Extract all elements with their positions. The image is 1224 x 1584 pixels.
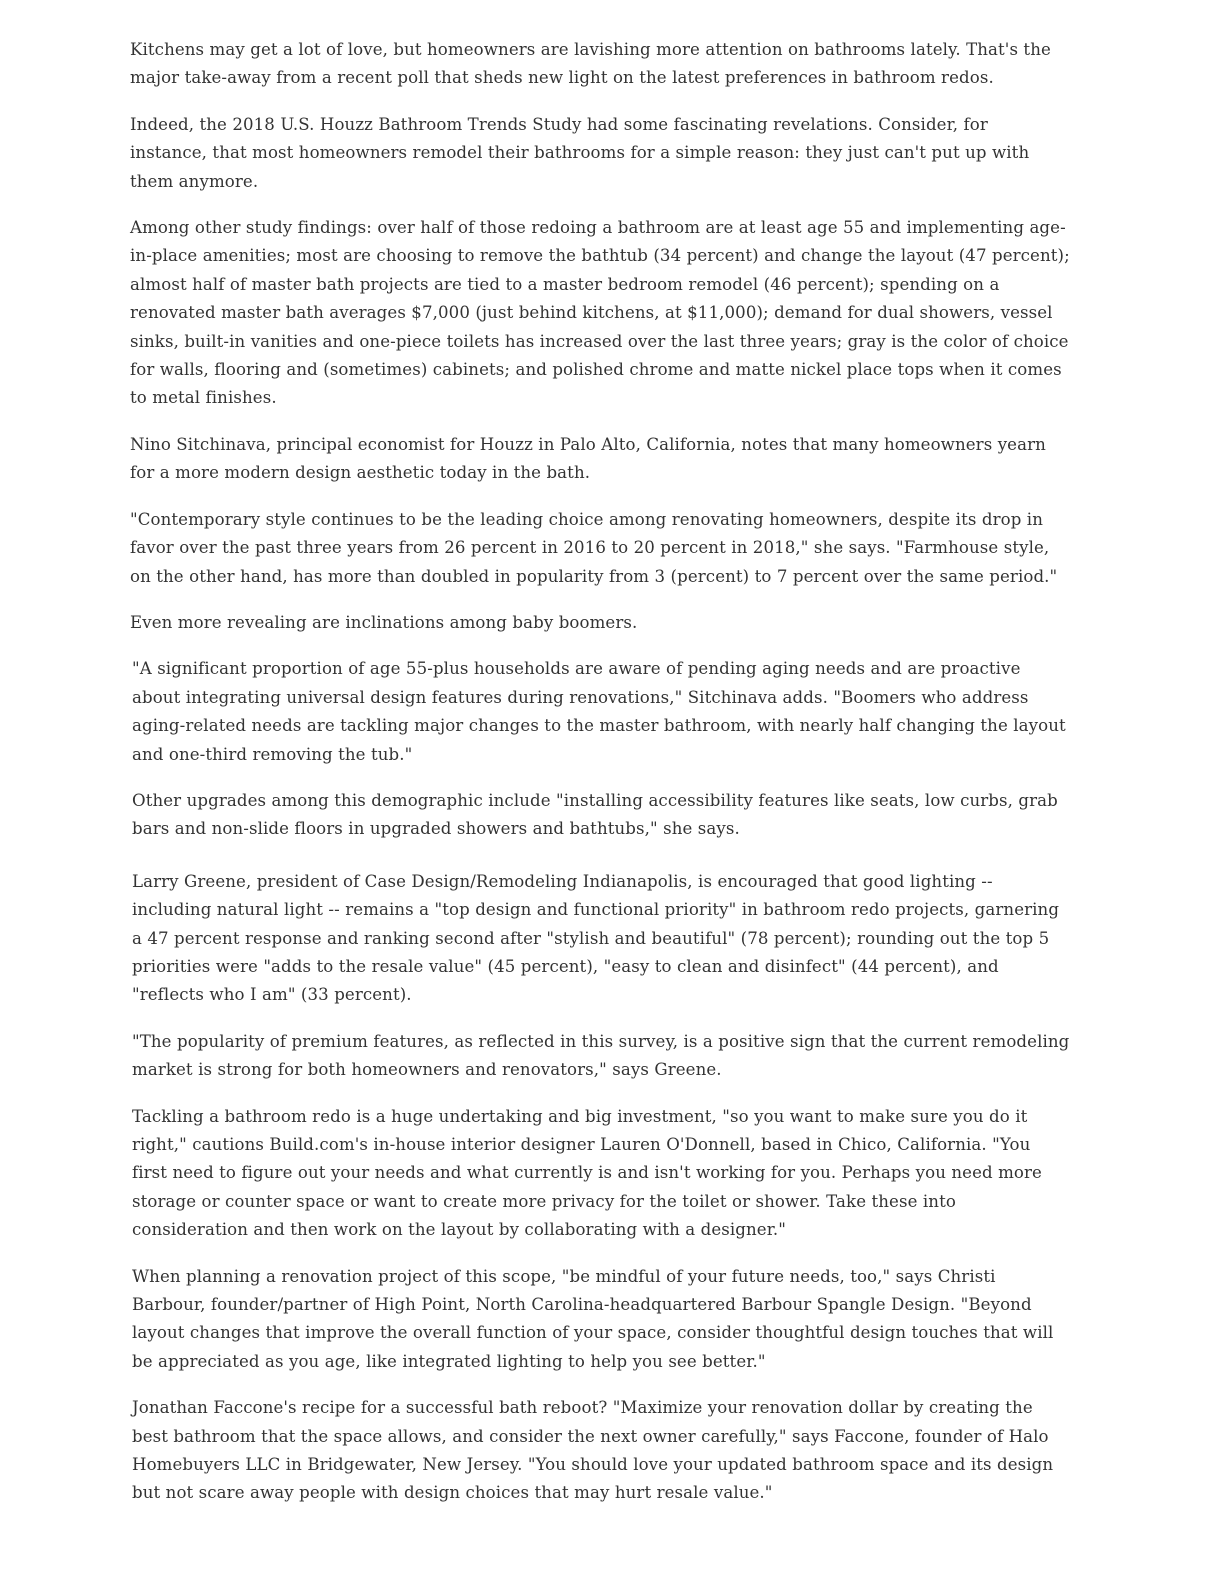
article-paragraph: "The popularity of premium features, as reflected in this survey, is a positive sign that the current remodeling market is strong for both homeowners and renovators," says Greene. <box>132 1031 1070 1080</box>
article-paragraph: "A significant proportion of age 55-plus households are aware of pending aging needs and are proactive about integrating universal design features during renovations," Sitchinava adds. "Boomers who address aging-related needs are tackling major changes to the master bathroom, with nearly half changing the layout and one-third removing the tub." <box>132 659 1066 764</box>
article-paragraph: Nino Sitchinava, principal economist for Houzz in Palo Alto, California, notes that many homeowners yearn for a more modern design aesthetic today in the bath. <box>130 434 1046 483</box>
article-paragraph: Other upgrades among this demographic include "installing accessibility features like seats, low curbs, grab bars and non-slide floors in upgraded showers and bathtubs," she says. <box>132 790 1058 839</box>
article-paragraph: "Contemporary style continues to be the leading choice among renovating homeowners, despite its drop in favor over the past three years from 26 percent in 2016 to 20 percent in 2018," she says. "Farmhouse style, on the other hand, has more than doubled in popularity from 3 (percent) to 7 percent over the same period." <box>130 509 1058 586</box>
article-paragraph: Indeed, the 2018 U.S. Houzz Bathroom Trends Study had some fascinating revelations. Consider, for instance, that most homeowners remodel their bathrooms for a simple reason: they just can't put up with them anymore. <box>130 114 1030 191</box>
article-body <box>130 36 1070 1526</box>
article-paragraph: Among other study findings: over half of those redoing a bathroom are at least age 55 and implementing age-in-place amenities; most are choosing to remove the bathtub (34 percent) and change the layout (47 percent); almost half of master bath projects are tied to a master bedroom remodel (46 percent); spending on a renovated master bath averages $7,000 (just behind kitchens, at $11,000); demand for dual showers, vessel sinks, built-in vanities and one-piece toilets has increased over the last three years; gray is the color of choice for walls, flooring and (sometimes) cabinets; and polished chrome and matte nickel place tops when it comes to metal finishes. <box>130 218 1070 408</box>
article-paragraph: Jonathan Faccone's recipe for a successful bath reboot? "Maximize your renovation dollar by creating the best bathroom that the space allows, and consider the next owner carefully," says Faccone, founder of Halo Homebuyers LLC in Bridgewater, New Jersey. "You should love your updated bathroom space and its design but not scare away people with design choices that may hurt resale value." <box>132 1398 1054 1503</box>
article-paragraph: Even more revealing are inclinations among baby boomers. <box>130 612 638 632</box>
article-paragraph: Kitchens may get a lot of love, but homeowners are lavishing more attention on bathrooms lately. That's the major take-away from a recent poll that sheds new light on the latest preferences in bathroom redos. <box>130 40 1051 88</box>
article-paragraph: Larry Greene, president of Case Design/Remodeling Indianapolis, is encouraged that good lighting -- including natural light -- remains a "top design and functional priority" in bathroom redo projects, garnering a 47 percent response and ranking second after "stylish and beautiful" (78 percent); rounding out the top 5 priorities were "adds to the resale value" (45 percent), "easy to clean and disinfect" (44 percent), and "reflects who I am" (33 percent). <box>132 871 1060 1005</box>
article-paragraph: When planning a renovation project of this scope, "be mindful of your future needs, too," says Christi Barbour, founder/partner of High Point, North Carolina-headquartered Barbour Spangle Design. "Beyond layout changes that improve the overall function of your space, consider thoughtful design touches that will be appreciated as you age, like integrated lighting to help you see better." <box>132 1266 1054 1371</box>
article-paragraph: Tackling a bathroom redo is a huge undertaking and big investment, "so you want to make sure you do it right," cautions Build.com's in-house interior designer Lauren O'Donnell, based in Chico, California. "You first need to figure out your needs and what currently is and isn't working for you. Perhaps you need more storage or counter space or want to create more privacy for the toilet or shower. Take these into consideration and then work on the layout by collaborating with a designer." <box>132 1106 1042 1240</box>
